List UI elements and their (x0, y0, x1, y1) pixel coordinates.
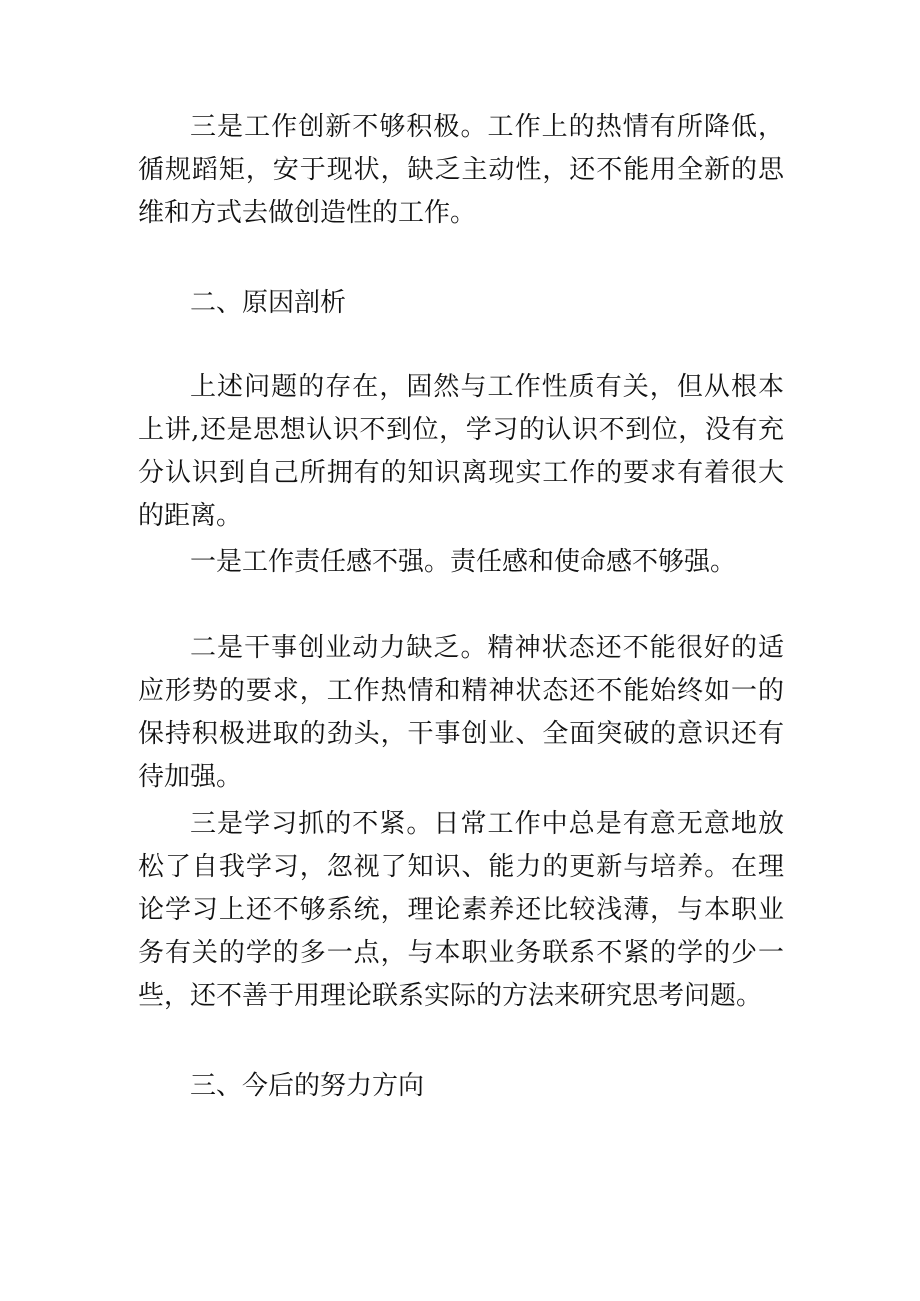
paragraph-work-innovation: 三是工作创新不够积极。工作上的热情有所降低，循规蹈矩，安于现状，缺乏主动性，还不能用全新的思维和方式去做创造性的工作。 (138, 112, 784, 228)
paragraph-responsibility: 一是工作责任感不强。责任感和使命感不够强。 (190, 547, 737, 577)
paragraph-motivation: 二是干事创业动力缺乏。精神状态还不能很好的适应形势的要求，工作热情和精神状态还不能始终如一的保持积极进取的劲头，干事创业、全面突破的意识还有待加强。 (138, 633, 784, 792)
paragraph-cause-summary: 上述问题的存在，固然与工作性质有关，但从根本上讲,还是思想认识不到位，学习的认识不到位，没有充分认识到自己所拥有的知识离现实工作的要求有着很大的距离。 (138, 372, 784, 531)
section-heading-future-direction: 三、今后的努力方向 (190, 1071, 425, 1101)
paragraph-study: 三是学习抓的不紧。日常工作中总是有意无意地放松了自我学习，忽视了知识、能力的更新与培养。在理论学习上还不够系统，理论素养还比较浅薄，与本职业务有关的学的多一点，与本职业务联系不紧的学的少一些，还不善于用理论联系实际的方法来研究思考问题。 (138, 809, 784, 1011)
section-heading-cause-analysis: 二、原因剖析 (190, 288, 347, 318)
